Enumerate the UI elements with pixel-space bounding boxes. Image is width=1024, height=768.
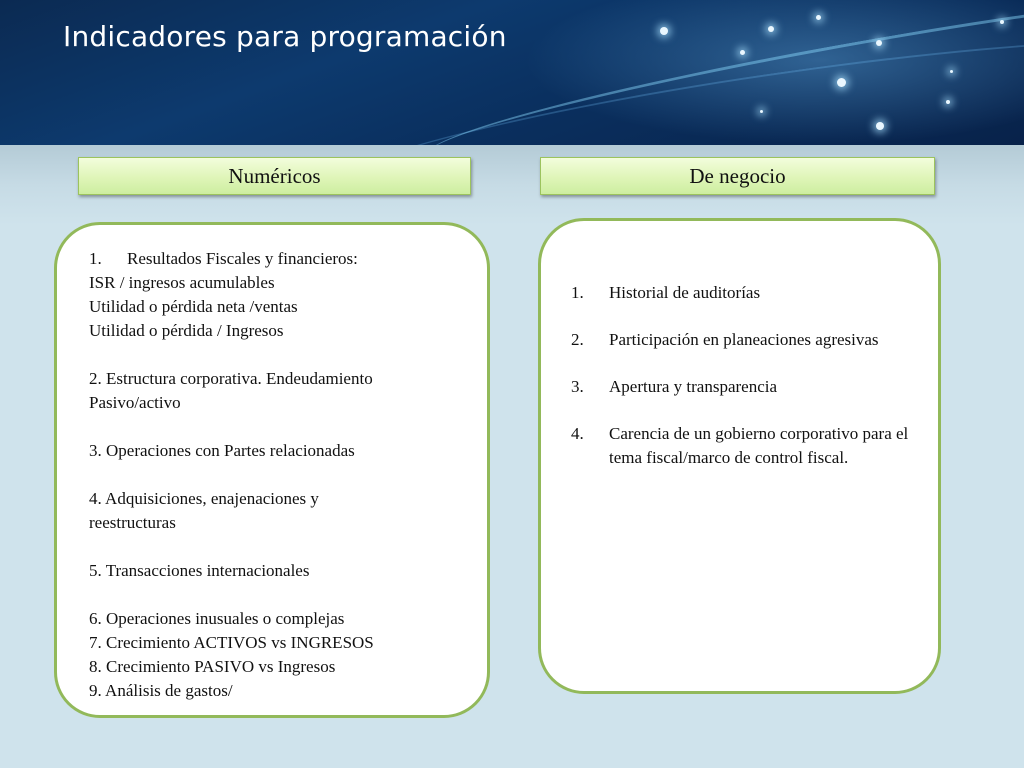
list-item: [571, 281, 920, 305]
item-text: Participación en planeaciones agresivas: [609, 330, 879, 349]
sparkle-decoration: [760, 110, 763, 113]
list-item-continued: Pasivo/activo: [89, 393, 181, 412]
item-number: 1.: [571, 283, 584, 302]
item-text: Carencia de un gobierno corporativo para el tema fiscal/marco de control fiscal.: [609, 424, 909, 467]
sparkle-decoration: [876, 40, 882, 46]
list-item: 8. Crecimiento PASIVO vs Ingresos: [89, 657, 336, 676]
list-item: 6. Operaciones inusuales o complejas: [89, 609, 345, 628]
header-banner: [0, 0, 1024, 145]
sparkle-decoration: [660, 27, 668, 35]
sparkle-decoration: [950, 70, 953, 73]
numeric-indicators-box: [54, 222, 490, 718]
list-item: 2. Estructura corporativa. Endeudamiento: [89, 369, 373, 388]
sparkle-decoration: [876, 122, 884, 130]
item-number: 4.: [571, 424, 584, 443]
slide-title: Indicadores para programación: [63, 20, 507, 53]
item-text: Apertura y transparencia: [609, 377, 778, 396]
business-heading: De negocio: [540, 157, 935, 195]
list-item-continued: reestructuras: [89, 513, 176, 532]
sub-item: Utilidad o pérdida neta /ventas: [89, 297, 298, 316]
item-text: Historial de auditorías: [609, 283, 761, 302]
list-item: [89, 247, 467, 271]
sparkle-decoration: [768, 26, 774, 32]
list-item: 4. Adquisiciones, enajenaciones y: [89, 489, 319, 508]
list-item: [571, 328, 920, 352]
sparkle-decoration: [816, 15, 821, 20]
item-number: 1.: [89, 249, 102, 268]
sparkle-decoration: [740, 50, 745, 55]
item-text: Resultados Fiscales y financieros:: [127, 249, 358, 268]
list-item: 9. Análisis de gastos/: [89, 681, 233, 700]
item-number: 2.: [571, 330, 584, 349]
sub-item: ISR / ingresos acumulables: [89, 273, 275, 292]
numeric-heading: Numéricos: [78, 157, 471, 195]
sparkle-decoration: [1000, 20, 1004, 24]
sparkle-decoration: [946, 100, 950, 104]
list-item: [571, 422, 920, 470]
sub-item: Utilidad o pérdida / Ingresos: [89, 321, 284, 340]
item-number: 3.: [571, 377, 584, 396]
list-item: 3. Operaciones con Partes relacionadas: [89, 441, 355, 460]
list-item: 7. Crecimiento ACTIVOS vs INGRESOS: [89, 633, 374, 652]
list-item: 5. Transacciones internacionales: [89, 561, 310, 580]
sparkle-decoration: [837, 78, 846, 87]
list-item: [571, 375, 920, 399]
business-indicators-box: [538, 218, 941, 694]
